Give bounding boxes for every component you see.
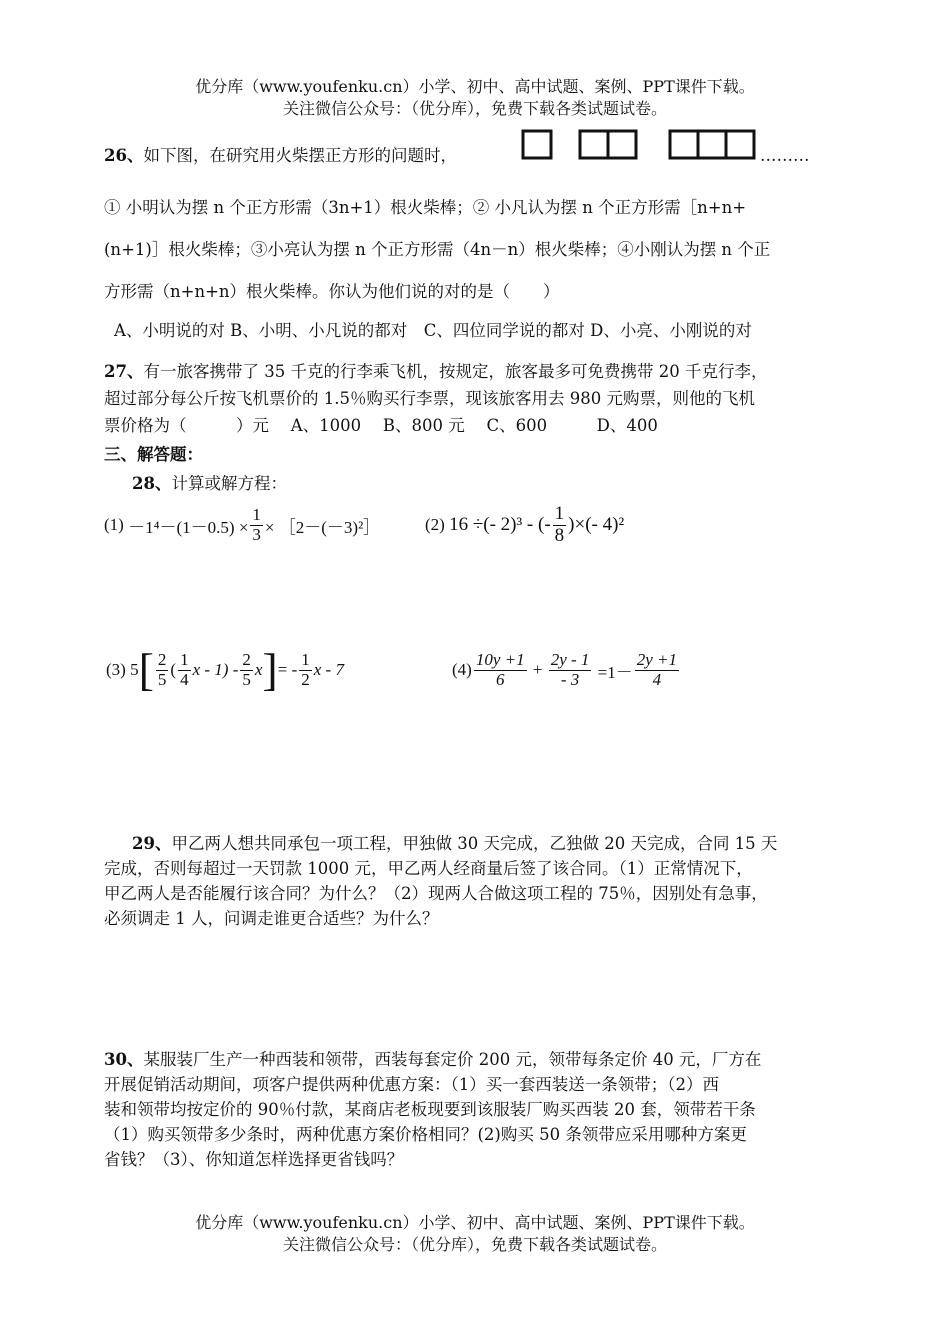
e4-fraction-1-num: 10y +1 xyxy=(475,649,525,669)
e3-coefficient: 5 xyxy=(130,660,139,679)
e1-part-a: －1⁴－(1－0.5) × xyxy=(128,517,249,537)
e1-fraction xyxy=(250,506,263,544)
e4-fraction-3 xyxy=(635,651,679,689)
q30-line-5: 省钱？（3）、你知道怎样选择更省钱吗？ xyxy=(104,1150,404,1169)
q27-line-3: 票价格为（ ）元 A、1000 B、800 元 C、600 D、400 xyxy=(104,416,658,435)
e4-fraction-1-den: 6 xyxy=(495,669,505,689)
e3-fraction-3-den: 5 xyxy=(242,669,251,689)
e2-part-a: 16 ÷(- 2)³ - (- xyxy=(449,514,551,535)
q28-title-text: 计算或解方程： xyxy=(171,474,287,493)
e4-fraction-3-num: 2y +1 xyxy=(636,649,678,669)
q26-intro xyxy=(104,144,457,168)
e3-label: (3) xyxy=(106,660,126,679)
e3-inner-term: x - 1) - xyxy=(192,660,239,679)
q27-line-1 xyxy=(104,360,767,384)
e3-fraction-3 xyxy=(240,651,253,689)
q30-line-1-text: 某服装厂生产一种西装和领带，西装每套定价 200 元，领带每条定价 40 元，厂方在 xyxy=(143,1050,762,1069)
q26-options: A、小明说的对 B、小明、小凡说的都对 C、四位同学说的都对 D、小亮、小刚说的对 xyxy=(114,321,752,340)
q27-number: 27、 xyxy=(104,362,144,381)
q28-expression-1 xyxy=(104,502,380,548)
q28-expression-2 xyxy=(425,502,624,548)
e3-fraction-2-num: 1 xyxy=(180,649,189,669)
q26-dots: ……… xyxy=(760,146,810,165)
q28-title xyxy=(132,472,287,496)
e3-tail: x - 7 xyxy=(313,660,344,679)
e2-label: (2) xyxy=(425,515,445,534)
e3-fraction-2-den: 4 xyxy=(180,669,189,689)
q26-line-2: ① 小明认为摆 n 个正方形需（3n+1）根火柴棒；② 小凡认为摆 n 个正方形需［n+n+ xyxy=(104,198,747,217)
e3-fraction-1-den: 5 xyxy=(157,669,167,689)
e3-equals: = - xyxy=(277,660,298,679)
matchstick-square-1 xyxy=(523,131,551,158)
q26-intro-text: 如下图，在研究用火柴摆正方形的问题时， xyxy=(143,146,457,165)
header-line-1: 优分库（www.youfenku.cn）小学、初中、高中试题、案例、PPT课件下载。 xyxy=(195,77,755,96)
e3-fraction-1-num: 2 xyxy=(157,649,167,669)
e3-fraction-4-num: 1 xyxy=(301,649,310,669)
e2-fraction-den: 8 xyxy=(554,524,565,546)
e3-open-paren: ( xyxy=(170,660,177,679)
matchstick-square-3b xyxy=(698,131,726,158)
e3-fraction-4-den: 2 xyxy=(301,669,310,689)
e3-x: x xyxy=(254,660,263,679)
q30-line-1 xyxy=(104,1048,761,1072)
footer-line-2: 关注微信公众号：（优分库），免费下载各类试题试卷。 xyxy=(282,1235,667,1254)
footer-line-1: 优分库（www.youfenku.cn）小学、初中、高中试题、案例、PPT课件下载。 xyxy=(195,1213,755,1232)
e1-part-b: × ［2－(－3)²］ xyxy=(264,517,381,537)
q30-line-4: （1）购买领带多少条时，两种优惠方案价格相同？(2)购买 50 条领带应采用哪种方案更 xyxy=(104,1125,747,1144)
e3-fraction-3-num: 2 xyxy=(242,649,251,669)
e4-fraction-2-den: - 3 xyxy=(560,669,580,689)
header-line-2: 关注微信公众号：（优分库），免费下载各类试题试卷。 xyxy=(282,99,667,118)
e3-left-bracket: [ xyxy=(138,644,154,695)
q30-line-2: 开展促销活动期间，项客户提供两种优惠方案：（1）买一套西装送一条领带；（2）西 xyxy=(104,1075,719,1094)
q30-line-3: 装和领带均按定价的 90％付款，某商店老板现要到该服装厂购买西装 20 套，领带若干条 xyxy=(104,1100,756,1119)
e2-fraction xyxy=(553,504,567,547)
q29-line-2: 完成，否则每超过一天罚款 1000 元，甲乙两人经商量后签了该合同。（1）正常情况下， xyxy=(104,859,753,878)
e4-fraction-2 xyxy=(549,651,592,689)
e4-plus: + xyxy=(532,660,543,679)
q27-line-2: 超过部分每公斤按飞机票价的 1.5％购买行李票，现该旅客用去 980 元购票，则他的飞机 xyxy=(104,389,755,408)
matchstick-square-2b xyxy=(608,131,636,158)
e3-fraction-2 xyxy=(178,651,191,689)
q29-line-3: 甲乙两人是否能履行该合同？为什么？（2）现两人合做这项工程的 75％，因别处有急事， xyxy=(104,884,768,903)
q28-equation-3 xyxy=(106,642,344,698)
q29-line-1-text: 甲乙两人想共同承包一项工程，甲独做 30 天完成，乙独做 20 天完成，合同 15 天 xyxy=(171,834,778,853)
matchstick-square-3a xyxy=(670,131,698,158)
e1-fraction-den: 3 xyxy=(252,524,261,544)
q26-number: 26、 xyxy=(104,146,144,165)
q30-number: 30、 xyxy=(104,1050,144,1069)
q28-equation-4 xyxy=(452,642,681,698)
e4-fraction-3-den: 4 xyxy=(652,669,662,689)
e4-fraction-2-num: 2y - 1 xyxy=(550,649,590,669)
e3-fraction-1 xyxy=(156,651,169,689)
e3-right-bracket: ] xyxy=(262,644,278,695)
e2-part-b: )×(- 4)² xyxy=(568,514,625,535)
e4-equals: =1－ xyxy=(597,662,633,682)
q27-line-1-text: 有一旅客携带了 35 千克的行李乘飞机，按规定，旅客最多可免费携带 20 千克行李， xyxy=(143,362,768,381)
matchstick-squares-figure xyxy=(520,128,765,162)
e4-label: (4) xyxy=(452,660,472,679)
q29-line-1 xyxy=(132,832,777,856)
e1-fraction-num: 1 xyxy=(252,504,261,524)
e4-fraction-1 xyxy=(474,651,527,689)
matchstick-square-3c xyxy=(726,131,754,158)
q29-line-4: 必须调走 1 人，问调走谁更合适些？为什么？ xyxy=(104,909,439,928)
e2-fraction-num: 1 xyxy=(554,502,565,524)
e3-fraction-4 xyxy=(299,651,312,689)
matchstick-square-2a xyxy=(580,131,608,158)
e1-label: (1) xyxy=(104,515,124,534)
q26-line-4: 方形需（n+n+n）根火柴棒。你认为他们说的对的是（ ） xyxy=(104,282,560,301)
q29-number: 29、 xyxy=(132,834,172,853)
q26-line-3: (n+1)］根火柴棒；③小亮认为摆 n 个正方形需（4n－n）根火柴棒；④小刚认为摆 n 个正 xyxy=(104,240,771,259)
section-3-title: 三、解答题： xyxy=(104,445,203,464)
q28-number: 28、 xyxy=(132,474,172,493)
